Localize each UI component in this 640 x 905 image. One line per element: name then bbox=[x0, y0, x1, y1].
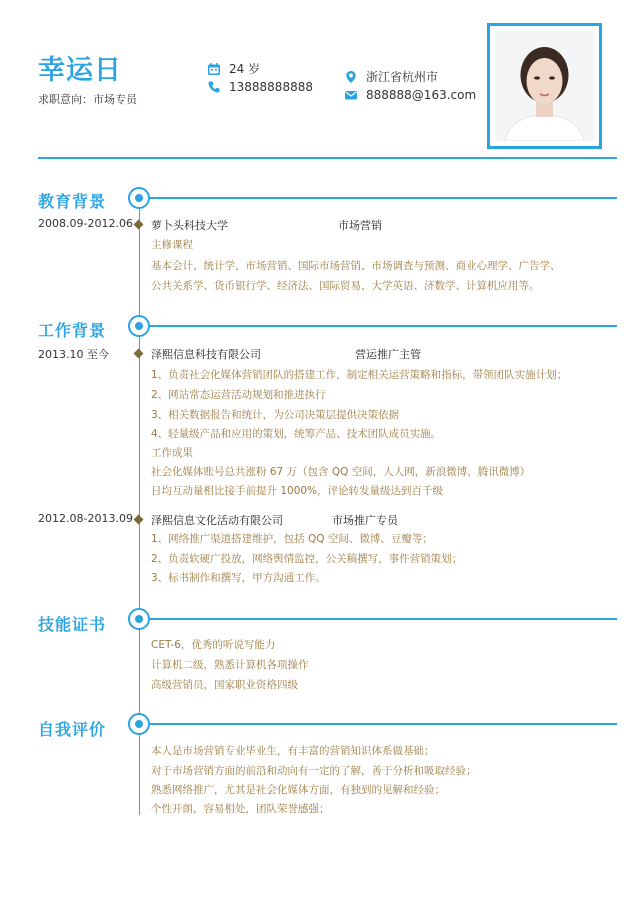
section-marker-education bbox=[128, 187, 150, 209]
skill-line: CET-6，优秀的听说写能力 bbox=[151, 639, 276, 651]
entry-organization: 萝卜头科技大学 bbox=[151, 219, 228, 232]
header-divider bbox=[38, 157, 617, 159]
entry-line: 3、相关数据报告和统计，为公司决策层提供决策依据 bbox=[151, 409, 400, 421]
section-title-work: 工作背景 bbox=[38, 321, 107, 340]
email-text: 888888@163.com bbox=[366, 88, 477, 102]
section-line-education bbox=[150, 197, 617, 199]
age-row bbox=[207, 60, 260, 77]
entry-marker bbox=[134, 515, 144, 525]
entry-line: 4、轻量级产品和应用的策划，统筹产品、技术团队成员实施。 bbox=[151, 428, 442, 440]
entry-line: 1、负责社会化媒体营销团队的搭建工作，制定相关运营策略和指标，带领团队实施计划； bbox=[151, 369, 568, 381]
email-row bbox=[344, 88, 476, 102]
job-intent: 求职意向：市场专员 bbox=[38, 93, 137, 106]
entry-marker bbox=[134, 220, 144, 230]
profile-photo-frame bbox=[487, 23, 602, 149]
entry-line: 基本会计、统计学、市场营销、国际市场营销、市场调查与预测、商业心理学、广告学、 bbox=[151, 260, 561, 272]
entry-organization: 泽熙信息文化活动有限公司 bbox=[151, 514, 283, 527]
location-text: 浙江省杭州市 bbox=[366, 70, 439, 84]
entry-marker bbox=[134, 349, 144, 359]
self-eval-line: 熟悉网络推广，尤其是社会化媒体方面，有独到的见解和经验； bbox=[151, 784, 445, 796]
entry-date: 2012.08-2013.09 bbox=[38, 512, 133, 525]
portrait-image bbox=[495, 31, 594, 141]
phone-icon bbox=[207, 80, 221, 94]
profile-photo bbox=[495, 31, 594, 141]
section-line-self-evaluation bbox=[150, 723, 617, 725]
entry-role: 市场推广专员 bbox=[332, 514, 398, 527]
skill-line: 计算机二级，熟悉计算机各项操作 bbox=[151, 659, 309, 671]
entry-line: 日均互动量相比接手前提升 1000%，评论转发量级达到百千级 bbox=[151, 485, 444, 497]
section-marker-self-evaluation bbox=[128, 713, 150, 735]
entry-date: 2008.09-2012.06 bbox=[38, 217, 133, 230]
section-marker-work bbox=[128, 315, 150, 337]
phone-text: 13888888888 bbox=[229, 80, 313, 94]
skill-line: 高级营销员，国家职业资格四级 bbox=[151, 679, 298, 691]
mail-icon bbox=[344, 88, 358, 102]
entry-role: 市场营销 bbox=[338, 219, 382, 232]
entry-organization: 泽熙信息科技有限公司 bbox=[151, 348, 261, 361]
age-text: 24 岁 bbox=[229, 62, 261, 76]
section-marker-skills bbox=[128, 608, 150, 630]
entry-date: 2013.10 至今 bbox=[38, 348, 109, 361]
self-eval-line: 本人是市场营销专业毕业生，有丰富的营销知识体系做基础； bbox=[151, 745, 435, 757]
section-line-work bbox=[150, 325, 617, 327]
phone-row bbox=[207, 80, 313, 94]
section-title-education: 教育背景 bbox=[38, 192, 107, 211]
location-pin-icon bbox=[344, 70, 358, 84]
entry-role: 营运推广主管 bbox=[355, 348, 421, 361]
self-eval-line: 对于市场营销方面的前沿和动向有一定的了解，善于分析和吸取经验； bbox=[151, 765, 477, 777]
section-title-self-evaluation: 自我评价 bbox=[38, 720, 107, 739]
calendar-icon bbox=[207, 62, 221, 76]
entry-line: 主修课程 bbox=[151, 239, 193, 251]
section-title-skills: 技能证书 bbox=[38, 615, 107, 634]
section-line-skills bbox=[150, 618, 617, 620]
entry-line: 2、负责软硬广投放，网络舆情监控，公关稿撰写，事件营销策划； bbox=[151, 553, 463, 565]
self-eval-line: 个性开朗，容易相处，团队荣誉感强； bbox=[151, 803, 330, 815]
candidate-name: 幸运日 bbox=[38, 55, 122, 86]
entry-line: 工作成果 bbox=[151, 447, 193, 459]
entry-line: 社会化媒体账号总共涨粉 67 万（包含 QQ 空间，人人网，新浪微博，腾讯微博） bbox=[151, 466, 531, 478]
entry-line: 1、网络推广渠道搭建维护，包括 QQ 空间、微博、豆瓣等； bbox=[151, 533, 433, 545]
location-row bbox=[344, 68, 438, 85]
entry-line: 公共关系学、货币银行学、经济法、国际贸易、大学英语、济数学、计算机应用等。 bbox=[151, 280, 540, 292]
entry-line: 2、网站常态运营活动规划和推进执行 bbox=[151, 389, 326, 401]
entry-line: 3、标书制作和撰写，甲方沟通工作。 bbox=[151, 572, 326, 584]
